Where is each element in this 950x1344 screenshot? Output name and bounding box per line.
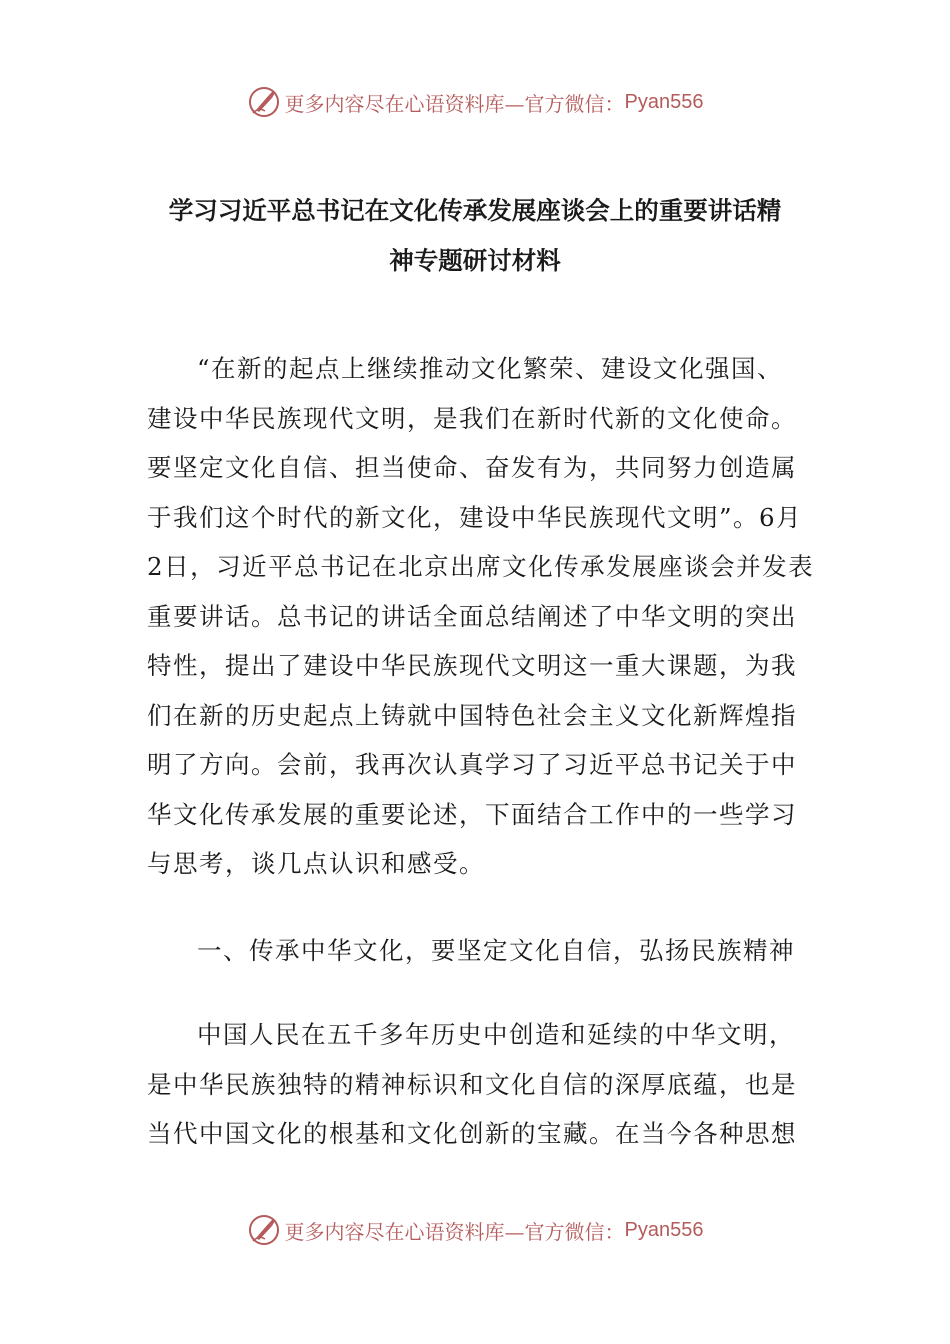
paragraph-line: 要坚定文化自信、担当使命、奋发有为，共同努力创造属 — [147, 453, 797, 482]
pen-nib-logo-icon — [247, 1213, 281, 1247]
paragraph-line: 是中华民族独特的精神标识和文化自信的深厚底蕴，也是 — [147, 1069, 797, 1099]
document-title — [145, 186, 805, 286]
paragraph-line: 与思考，谈几点认识和感受。 — [147, 849, 485, 878]
footer-wechat-id: Pyan556 — [624, 1218, 704, 1241]
header-banner-text: 更多内容尽在心语资料库—官方微信： — [284, 91, 625, 116]
header-banner — [0, 82, 950, 122]
paragraph-line: 重要讲话。总书记的讲话全面总结阐述了中华文明的突出 — [147, 601, 797, 631]
paragraph-line: 当代中国文化的根基和文化创新的宝藏。在当今各种思想 — [147, 1119, 797, 1148]
title-line-1: 学习习近平总书记在文化传承发展座谈会上的重要讲话精 — [168, 196, 782, 225]
paragraph-line: “在新的起点上继续推动文化繁荣、建设文化强国、 — [197, 354, 784, 383]
section-heading-text: 一、传承中华文化，要坚定文化自信，弘扬民族精神 — [197, 936, 795, 965]
footer-banner-text: 更多内容尽在心语资料库—官方微信： — [284, 1219, 625, 1244]
paragraph-line: 于我们这个时代的新文化，建设中华民族现代文明”。6月 — [147, 502, 803, 532]
paragraph-line: 特性，提出了建设中华民族现代文明这一重大课题，为我 — [147, 651, 797, 680]
pen-nib-logo-icon — [247, 85, 281, 119]
paragraph-line: 明了方向。会前，我再次认真学习了习近平总书记关于中 — [147, 750, 797, 779]
paragraph-line: 中国人民在五千多年历史中创造和延续的中华文明， — [197, 1020, 795, 1049]
paragraph-line: 华文化传承发展的重要论述，下面结合工作中的一些学习 — [147, 799, 797, 829]
header-wechat-id: Pyan556 — [624, 90, 704, 113]
footer-banner — [0, 1210, 950, 1250]
paragraph-line: 建设中华民族现代文明，是我们在新时代新的文化使命。 — [147, 403, 797, 433]
paragraph-intro — [147, 344, 815, 889]
paragraph-line: 2日，习近平总书记在北京出席文化传承发展座谈会并发表 — [147, 552, 815, 581]
paragraph-section-one — [147, 1010, 803, 1159]
paragraph-line: 们在新的历史起点上铸就中国特色社会主义文化新辉煌指 — [147, 700, 797, 730]
title-line-2: 神专题研讨材料 — [389, 246, 561, 275]
section-heading — [147, 926, 803, 976]
